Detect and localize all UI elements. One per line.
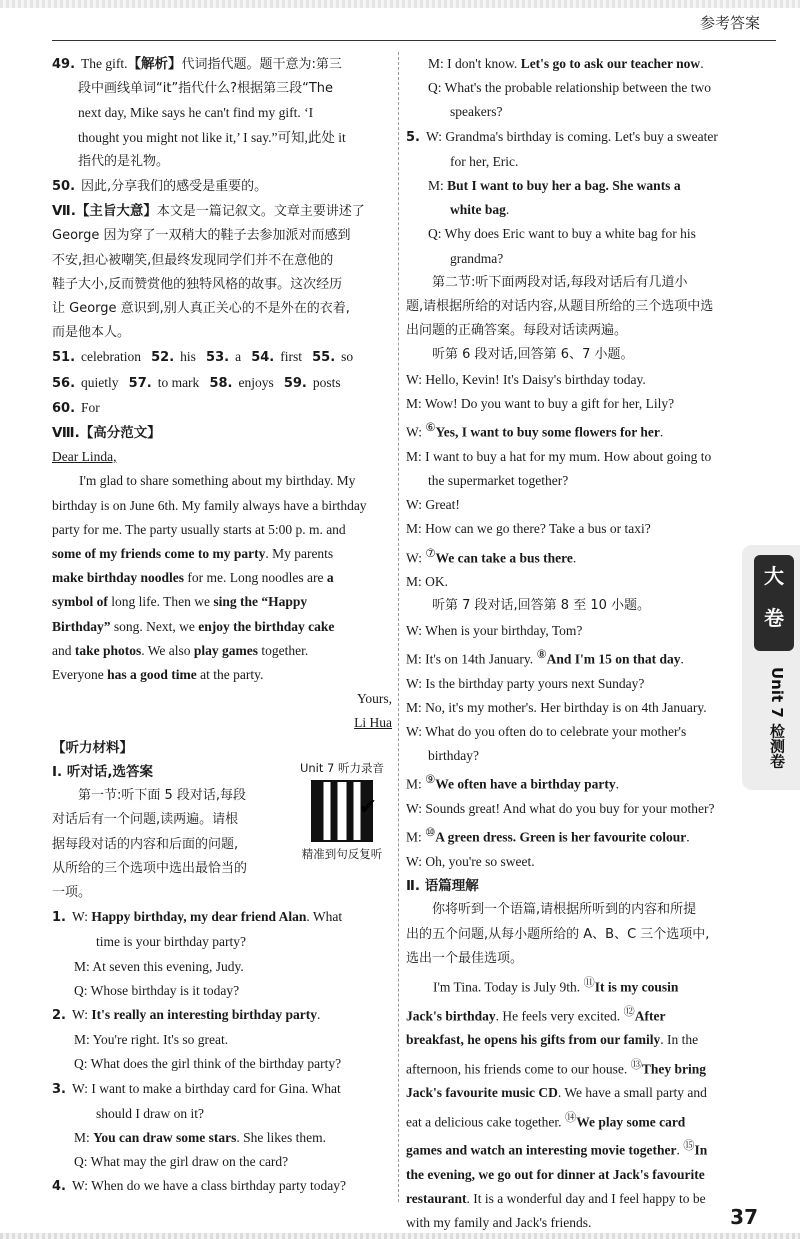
dialogue-line: W: What do you often do to celebrate your mother's bbox=[406, 723, 687, 739]
page-number: 37 bbox=[730, 1205, 758, 1229]
summary-line4: 鞋子大小,反而赞赏他的独特风格的故事。这次经历 bbox=[52, 276, 343, 292]
dialogue-question: Q: What does the girl think of the birthday party? bbox=[74, 1056, 342, 1072]
answer-49: 49. The gift.【解析】代词指代题。题干意为:第三 bbox=[52, 56, 342, 72]
dialogue-line: W: When is your birthday, Tom? bbox=[406, 622, 583, 638]
dialogue-line: the supermarket together? bbox=[428, 472, 569, 488]
dialogue-2: 2. W: It's really an interesting birthday party. bbox=[52, 1006, 321, 1023]
dialogue-question: Q: Why does Eric want to buy a white bag for his bbox=[428, 226, 696, 242]
dialogue-7-intro: 听第 7 段对话,回答第 8 至 10 小题。 bbox=[432, 598, 651, 614]
qr-caption-bottom: 精准到句反复听 bbox=[301, 846, 383, 861]
part-2-intro: 题,请根据所给的对话内容,从题目所给的三个选项中选 bbox=[406, 299, 714, 315]
passage-line: games and watch an interesting movie together. ⑮In bbox=[406, 1140, 708, 1158]
answers-row-56-59: 56. quietly 57. to mark 58. enjoys 59. posts bbox=[52, 374, 341, 391]
answers-row-60: 60. For bbox=[52, 399, 100, 416]
part-1-block bbox=[52, 760, 392, 905]
answer-49-line4: thought you might not like it,’ I say.”可知,此处 it bbox=[78, 129, 346, 145]
essay-greeting: Dear Linda, bbox=[52, 449, 117, 465]
essay-line: Birthday” song. Next, we enjoy the birthday cake bbox=[52, 618, 335, 634]
right-column bbox=[406, 52, 738, 1236]
dialogue-line: M: ⑩A green dress. Green is her favourite colour. bbox=[406, 827, 690, 845]
part-2-heading: Ⅱ. 语篇理解 bbox=[406, 878, 479, 895]
dialogue-line: M: You can draw some stars. She likes them. bbox=[74, 1129, 327, 1145]
dialogue-question: Q: Whose birthday is it today? bbox=[74, 982, 240, 998]
dialogue-question: Q: What's the probable relationship between the two bbox=[428, 80, 711, 96]
side-tab bbox=[742, 545, 800, 790]
dialogue-line: M: It's on 14th January. ⑧And I'm 15 on that day. bbox=[406, 648, 684, 667]
essay-line: symbol of long life. Then we sing the “Happy bbox=[52, 594, 308, 610]
summary-line5: 让 George 意识到,别人真正关心的不是外在的衣着, bbox=[52, 301, 350, 317]
part-2-instructions: 出的五个问题,从每小题所给的 A、B、C 三个选项中, bbox=[406, 926, 710, 942]
summary-line6: 而是他本人。 bbox=[52, 325, 131, 341]
summary-line2: George 因为穿了一双稍大的鞋子去参加派对而感到 bbox=[52, 228, 351, 244]
essay-line: I'm glad to share something about my birthday. My bbox=[79, 473, 356, 489]
answer-50: 50. 因此,分享我们的感受是重要的。 bbox=[52, 179, 268, 195]
side-tab-badge: 大 卷 bbox=[754, 555, 794, 651]
header-rule bbox=[52, 40, 776, 41]
part-2-instructions: 选出一个最佳选项。 bbox=[406, 950, 524, 966]
passage-line: I'm Tina. Today is July 9th. ⑪It is my cousin bbox=[433, 977, 679, 995]
answer-49-line2: 段中画线单词“it”指代什么?根据第三段“The bbox=[78, 81, 333, 97]
qr-code-icon[interactable] bbox=[311, 780, 377, 842]
dialogue-line: birthday? bbox=[428, 748, 479, 764]
bottom-border bbox=[0, 1233, 800, 1239]
part-2-intro: 出问题的正确答案。每段对话读两遍。 bbox=[406, 323, 628, 339]
part-1-intro: 据每段对话的内容和后面的问题, bbox=[52, 836, 239, 852]
dialogue-3: 3. W: I want to make a birthday card for Gina. What bbox=[52, 1080, 341, 1097]
dialogue-line: M: I don't know. Let's go to ask our teacher now. bbox=[428, 56, 704, 71]
part-1-heading: Ⅰ. 听对话,选答案 bbox=[52, 763, 153, 780]
qr-caption-top: Unit 7 听力录音 bbox=[299, 760, 385, 775]
dialogue-line: M: No, it's my mother's. Her birthday is on 4th January. bbox=[406, 699, 707, 715]
dialogue-line: M: OK. bbox=[406, 574, 449, 590]
dialogue-line: M: At seven this evening, Judy. bbox=[74, 958, 244, 974]
essay-line: make birthday noodles for me. Long noodles are a bbox=[52, 570, 334, 586]
dialogue-4: 4. W: When do we have a class birthday party today? bbox=[52, 1178, 347, 1195]
answer-49-line3: next day, Mike says he can't find my gift. ‘I bbox=[78, 105, 314, 121]
column-divider bbox=[398, 52, 399, 1202]
dialogue-line: M: I want to buy a hat for my mum. How about going to bbox=[406, 448, 712, 464]
listening-heading: 【听力材料】 bbox=[52, 739, 133, 756]
dialogue-line: time is your birthday party? bbox=[96, 934, 246, 950]
passage-line: Jack's favourite music CD. We have a small party and bbox=[406, 1085, 707, 1101]
dialogue-line: W: Oh, you're so sweet. bbox=[406, 854, 535, 869]
passage-line: restaurant. It is a wonderful day and I feel happy to be bbox=[406, 1191, 706, 1207]
dialogue-line: W: Great! bbox=[406, 497, 460, 513]
section-8-heading: Ⅷ.【高分范文】 bbox=[52, 425, 161, 442]
dialogue-line: M: How can we go there? Take a bus or taxi? bbox=[406, 521, 651, 537]
dialogue-line: W: Hello, Kevin! It's Daisy's birthday today. bbox=[406, 371, 646, 387]
part-1-intro: 对话后有一个问题,读两遍。请根 bbox=[52, 812, 239, 828]
passage-line: breakfast, he opens his gifts from our family. In the bbox=[406, 1032, 699, 1048]
essay-line: party for me. The party usually starts at 5:00 p. m. and bbox=[52, 521, 346, 537]
essay-line: birthday is on June 6th. My family always have a birthday bbox=[52, 497, 367, 513]
dialogue-line: W: ⑦We can take a bus there. bbox=[406, 547, 577, 566]
dialogue-line: M: You're right. It's so great. bbox=[74, 1032, 229, 1048]
dialogue-line: M: But I want to buy her a bag. She wants a bbox=[428, 178, 681, 194]
dialogue-question: grandma? bbox=[450, 250, 504, 266]
dialogue-line: M: Wow! Do you want to buy a gift for her, Lily? bbox=[406, 395, 675, 411]
part-2-intro: 第二节:听下面两段对话,每段对话后有几道小 bbox=[432, 274, 688, 290]
section-7-summary: Ⅶ.【主旨大意】本文是一篇记叙文。文章主要讲述了 bbox=[52, 203, 365, 220]
essay-closing: Yours, bbox=[356, 691, 392, 707]
essay-line: some of my friends come to my party. My parents bbox=[52, 546, 334, 562]
answers-row-51-55: 51. celebration 52. his 53. a 54. first 55. so bbox=[52, 349, 354, 366]
dialogue-line: W: ⑥Yes, I want to buy some flowers for her. bbox=[406, 422, 664, 440]
part-1-intro: 从所给的三个选项中选出最恰当的 bbox=[52, 860, 248, 876]
summary-line3: 不安,担心被嘲笑,但最终发现同学们并不在意他的 bbox=[52, 252, 334, 268]
answer-49-line5: 指代的是礼物。 bbox=[78, 153, 170, 169]
part-1-intro: 一项。 bbox=[52, 884, 92, 900]
passage-line: Jack's birthday. He feels very excited. ⑫After bbox=[406, 1005, 666, 1024]
dialogue-line: white bag. bbox=[450, 202, 510, 218]
passage-line: afternoon, his friends come to our house. ⑬They bring bbox=[406, 1058, 706, 1077]
dialogue-line: M: ⑨We often have a birthday party. bbox=[406, 774, 619, 792]
essay-line: and take photos. We also play games together. bbox=[52, 642, 309, 658]
dialogue-line: for her, Eric. bbox=[450, 153, 519, 169]
passage-line: with my family and Jack's friends. bbox=[406, 1215, 592, 1231]
dialogue-line: should I draw on it? bbox=[96, 1105, 204, 1121]
qr-block bbox=[292, 760, 392, 862]
essay-line: Everyone has a good time at the party. bbox=[52, 667, 264, 683]
dialogue-1: 1. W: Happy birthday, my dear friend Alan. What bbox=[52, 909, 343, 926]
dialogue-question: Q: What may the girl draw on the card? bbox=[74, 1154, 289, 1170]
checkmark-icon: ✔ bbox=[358, 794, 377, 820]
dialogue-line: W: Is the birthday party yours next Sunday? bbox=[406, 675, 645, 691]
part-2-instructions: 你将听到一个语篇,请根据所听到的内容和所提 bbox=[432, 902, 697, 918]
left-column bbox=[52, 52, 392, 1200]
dialogue-5: 5. W: Grandma's birthday is coming. Let's buy a sweater bbox=[406, 128, 718, 145]
header-label: 参考答案 bbox=[699, 14, 760, 32]
passage-line: the evening, we go out for dinner at Jack's favourite bbox=[406, 1166, 705, 1182]
essay-signature: Li Hua bbox=[354, 715, 392, 731]
side-tab-label: Unit 7 检测卷 bbox=[768, 667, 786, 769]
part-1-intro: 第一节:听下面 5 段对话,每段 bbox=[78, 788, 247, 804]
passage-line: eat a delicious cake together. ⑭We play some card bbox=[406, 1111, 686, 1130]
top-border bbox=[0, 0, 800, 8]
dialogue-question: speakers? bbox=[450, 104, 503, 120]
dialogue-6-intro: 听第 6 段对话,回答第 6、7 小题。 bbox=[432, 347, 634, 363]
dialogue-line: W: Sounds great! And what do you buy for your mother? bbox=[406, 801, 715, 817]
